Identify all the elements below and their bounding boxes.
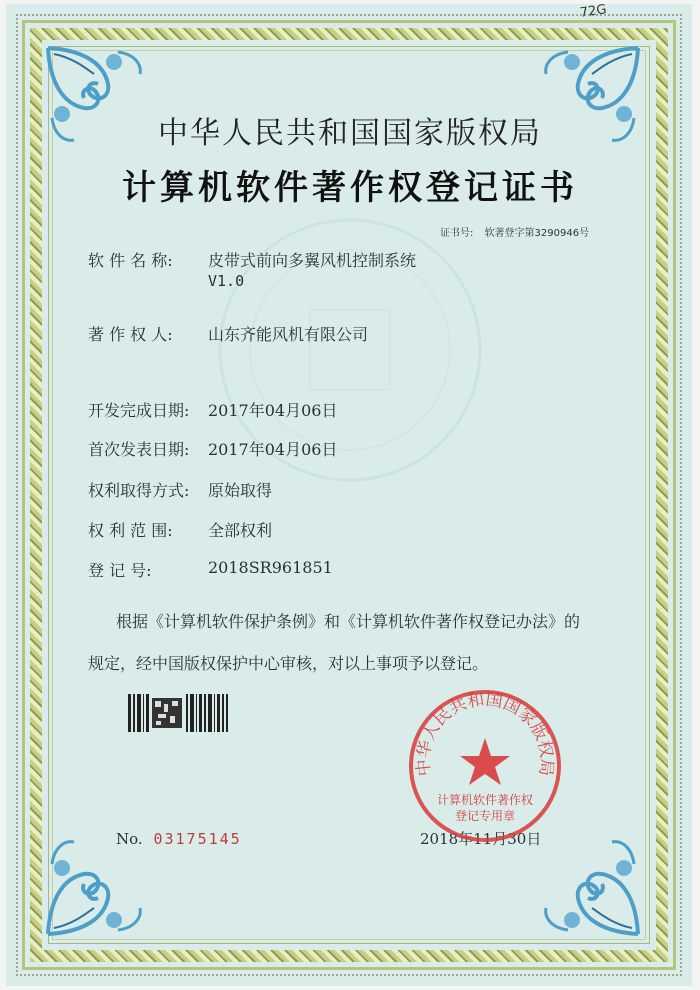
development-date-value: 2017年04月06日 bbox=[208, 401, 338, 420]
copyright-owner-label: 著 作 权 人: bbox=[88, 325, 173, 344]
seal-inner-line2: 登记专用章 bbox=[454, 809, 516, 823]
software-name-row bbox=[88, 248, 416, 290]
handwritten-mark: 72G bbox=[579, 2, 608, 21]
seal-outer-text: 中华人民共和国国家版权局 bbox=[413, 689, 557, 778]
registration-number-value: 2018SR961851 bbox=[208, 558, 333, 577]
scope-value: 全部权利 bbox=[208, 521, 273, 540]
statement-line-2: 规定，经中国版权保护中心审核，对以上事项予以登记。 bbox=[88, 654, 489, 673]
software-name-value bbox=[208, 248, 416, 290]
registration-number-label: 登 记 号: bbox=[88, 561, 152, 580]
authority-title: 中华人民共和国国家版权局 bbox=[158, 116, 542, 151]
certificate-number bbox=[440, 224, 597, 239]
acquisition-method-label: 权利取得方式: bbox=[88, 481, 190, 500]
serial-number bbox=[116, 830, 242, 848]
publication-date-row bbox=[88, 437, 337, 460]
copyright-owner-value: 山东齐能风机有限公司 bbox=[208, 325, 369, 344]
seal-inner-line1: 计算机软件著作权 bbox=[436, 793, 534, 807]
software-version: V1.0 bbox=[208, 272, 245, 290]
registration-number-row bbox=[88, 558, 333, 581]
development-date-row bbox=[88, 398, 337, 421]
publication-date-value: 2017年04月06日 bbox=[208, 440, 338, 459]
software-name-text: 皮带式前向多翼风机控制系统 bbox=[208, 251, 417, 270]
acquisition-method-row bbox=[88, 478, 272, 501]
issue-date: 2018年11月30日 bbox=[420, 830, 542, 848]
software-name-label: 软 件 名 称: bbox=[88, 251, 173, 270]
serial-value: 03175145 bbox=[153, 830, 242, 848]
scope-row bbox=[88, 518, 272, 541]
scope-label: 权 利 范 围: bbox=[88, 521, 173, 540]
certificate-number-label: 证书号: bbox=[440, 228, 474, 239]
development-date-label: 开发完成日期: bbox=[88, 401, 190, 420]
statement-line-1: 根据《计算机软件保护条例》和《计算机软件著作权登记办法》的 bbox=[116, 612, 581, 631]
copyright-owner-row bbox=[88, 322, 368, 345]
official-seal-icon bbox=[405, 686, 565, 846]
document-title: 计算机软件著作权登记证书 bbox=[122, 168, 578, 208]
barcode-icon bbox=[128, 694, 228, 732]
certificate-number-value: 软著登字第3290946号 bbox=[484, 228, 590, 239]
serial-label: No. bbox=[116, 830, 143, 848]
acquisition-method-value: 原始取得 bbox=[208, 481, 273, 500]
publication-date-label: 首次发表日期: bbox=[88, 440, 190, 459]
